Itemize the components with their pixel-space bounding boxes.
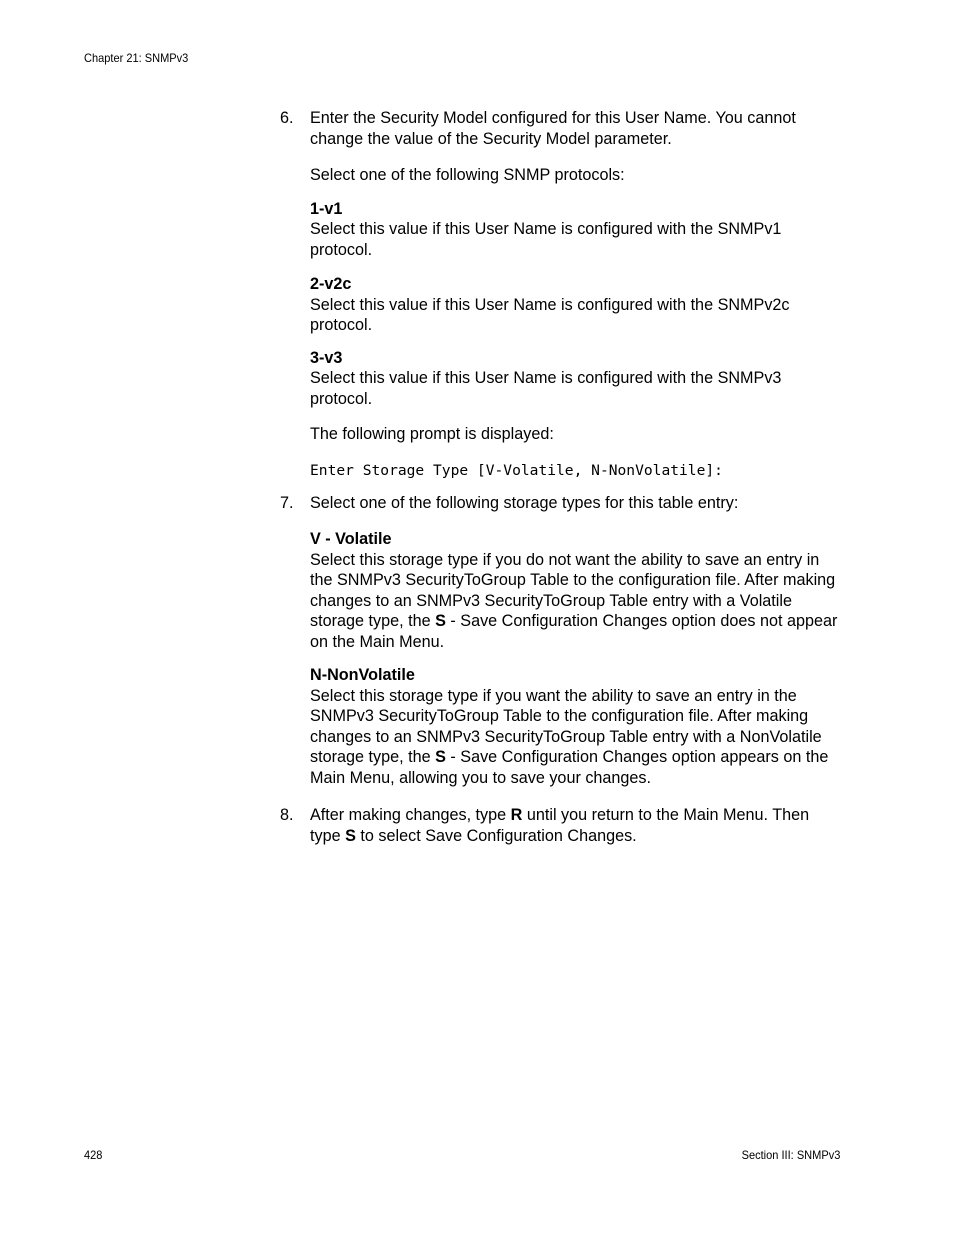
option-term-volatile: V - Volatile (310, 530, 392, 548)
step-8 (280, 805, 842, 846)
step-text: to select Save Configuration Changes. (355, 826, 637, 845)
step-8-text (310, 805, 842, 846)
prompt-intro-text: The following prompt is displayed: (310, 425, 554, 443)
option-desc-v3: Select this value if this User Name is configured with the SNMPv3 protocol. (310, 369, 782, 408)
running-footer-section: Section III: SNMPv3 (741, 1148, 840, 1162)
desc-text: - Save Configuration Changes option does not appear on the Main Menu. (310, 612, 838, 651)
step-bold-key: R (510, 806, 523, 824)
step-7 (280, 493, 842, 789)
running-header: Chapter 21: SNMPv3 (84, 51, 189, 65)
option-term-v3: 3-v3 (310, 348, 343, 367)
desc-text: - Save Configuration Changes option appears on the Main Menu, allowing you to save your changes. (310, 748, 829, 787)
option-desc-nonvolatile (310, 686, 842, 789)
desc-text: Select this storage type if you do not want the ability to save an entry in the SNMPv3 SecurityToGroup Table to the configuration file. After making changes to an SNMPv3 SecurityToGroup Table entry with a Volatile storage type, the (310, 550, 836, 630)
step-number: 8. (280, 806, 294, 824)
step-number: 6. (280, 109, 294, 127)
option-desc-volatile (310, 550, 842, 653)
option-term-v2c: 2-v2c (310, 275, 352, 293)
step-text: until you return to the Main Menu. Then type (310, 806, 810, 845)
option-desc-v2c: Select this value if this User Name is configured with the SNMPv2c protocol. (310, 295, 790, 334)
step-6-intro: Enter the Security Model configured for this User Name. You cannot change the value of the Security Model parameter. (310, 109, 796, 148)
desc-text: Select this storage type if you want the ability to save an entry in the SNMPv3 SecurityToGroup Table to the configuration file. After making changes to an SNMPv3 SecurityToGroup Table entry with a NonVolatile storage type, the (310, 686, 822, 766)
page-body (280, 108, 842, 846)
page-number: 428 (84, 1148, 103, 1162)
storage-type-prompt-code: Enter Storage Type [V-Volatile, N-NonVolatile]: (310, 461, 723, 479)
option-term-nonvolatile: N-NonVolatile (310, 666, 415, 684)
desc-bold-key: S (435, 612, 446, 630)
option-desc-v1: Select this value if this User Name is configured with the SNMPv1 protocol. (310, 220, 782, 259)
option-term-v1: 1-v1 (310, 199, 343, 218)
step-number: 7. (280, 493, 294, 512)
step-bold-key: S (345, 826, 356, 845)
step-7-intro: Select one of the following storage types for this table entry: (310, 493, 739, 512)
step-6 (280, 108, 842, 481)
protocol-select-text: Select one of the following SNMP protocols: (310, 166, 625, 184)
step-text: After making changes, type (310, 806, 511, 824)
desc-bold-key: S (435, 748, 446, 766)
